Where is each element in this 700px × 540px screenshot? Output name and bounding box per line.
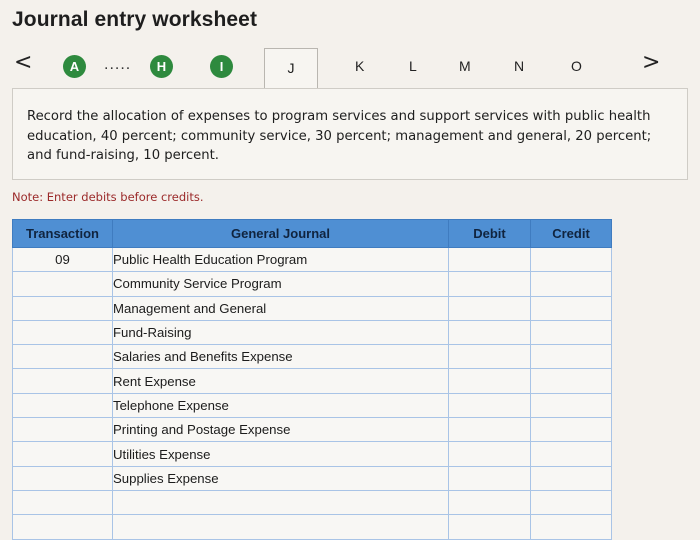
table-row xyxy=(13,369,612,393)
transaction-cell xyxy=(13,345,113,369)
prev-arrow-icon[interactable]: < xyxy=(14,50,33,75)
step-i-button[interactable]: I xyxy=(210,55,233,78)
credit-input[interactable] xyxy=(531,393,612,417)
transaction-cell xyxy=(13,515,113,539)
account-select[interactable] xyxy=(113,515,449,539)
transaction-cell xyxy=(13,442,113,466)
credit-input[interactable] xyxy=(531,418,612,442)
table-row xyxy=(13,296,612,320)
step-a-button[interactable]: A xyxy=(63,55,86,78)
page-title: Journal entry worksheet xyxy=(12,8,258,31)
table-row xyxy=(13,345,612,369)
credit-input[interactable] xyxy=(531,345,612,369)
table-row xyxy=(13,418,612,442)
step-navigation xyxy=(0,44,700,88)
table-header-row xyxy=(13,220,612,248)
col-header-transaction: Transaction xyxy=(13,220,113,248)
transaction-cell xyxy=(13,418,113,442)
account-select[interactable]: Rent Expense xyxy=(113,369,449,393)
instruction-text: Record the allocation of expenses to program services and support services with public health education, 40 percent; community service, 30 percent; management and general, 20 percent; and fund-raising, 10 percent. xyxy=(27,109,652,163)
transaction-cell xyxy=(13,296,113,320)
step-ellipsis: ..... xyxy=(104,56,132,73)
debit-input[interactable] xyxy=(449,369,531,393)
journal-table xyxy=(12,219,612,540)
tab-n[interactable]: N xyxy=(514,58,525,74)
credit-input[interactable] xyxy=(531,320,612,344)
account-select[interactable]: Salaries and Benefits Expense xyxy=(113,345,449,369)
account-select[interactable]: Printing and Postage Expense xyxy=(113,418,449,442)
table-row xyxy=(13,320,612,344)
debit-input[interactable] xyxy=(449,296,531,320)
table-row xyxy=(13,442,612,466)
col-header-debit: Debit xyxy=(449,220,531,248)
account-select[interactable]: Fund-Raising xyxy=(113,320,449,344)
tab-k[interactable]: K xyxy=(355,58,365,74)
credit-input[interactable] xyxy=(531,272,612,296)
tab-m[interactable]: M xyxy=(459,58,471,74)
transaction-cell xyxy=(13,490,113,514)
table-row xyxy=(13,515,612,539)
table-row xyxy=(13,393,612,417)
note-text: Note: Enter debits before credits. xyxy=(12,190,204,204)
credit-input[interactable] xyxy=(531,442,612,466)
account-select[interactable]: Supplies Expense xyxy=(113,466,449,490)
account-select[interactable]: Public Health Education Program xyxy=(113,248,449,272)
debit-input[interactable] xyxy=(449,490,531,514)
credit-input[interactable] xyxy=(531,466,612,490)
transaction-cell: 09 xyxy=(13,248,113,272)
next-arrow-icon[interactable]: > xyxy=(642,50,661,75)
table-row xyxy=(13,272,612,296)
debit-input[interactable] xyxy=(449,418,531,442)
debit-input[interactable] xyxy=(449,466,531,490)
credit-input[interactable] xyxy=(531,248,612,272)
debit-input[interactable] xyxy=(449,248,531,272)
transaction-cell xyxy=(13,466,113,490)
step-h-button[interactable]: H xyxy=(150,55,173,78)
col-header-credit: Credit xyxy=(531,220,612,248)
account-select[interactable]: Utilities Expense xyxy=(113,442,449,466)
table-row xyxy=(13,490,612,514)
debit-input[interactable] xyxy=(449,320,531,344)
tab-l[interactable]: L xyxy=(409,58,417,74)
transaction-cell xyxy=(13,369,113,393)
debit-input[interactable] xyxy=(449,442,531,466)
debit-input[interactable] xyxy=(449,272,531,296)
col-header-general-journal: General Journal xyxy=(113,220,449,248)
account-select[interactable]: Management and General xyxy=(113,296,449,320)
instruction-box xyxy=(12,88,688,180)
table-row xyxy=(13,248,612,272)
transaction-cell xyxy=(13,272,113,296)
debit-input[interactable] xyxy=(449,345,531,369)
account-select[interactable]: Telephone Expense xyxy=(113,393,449,417)
credit-input[interactable] xyxy=(531,490,612,514)
credit-input[interactable] xyxy=(531,296,612,320)
debit-input[interactable] xyxy=(449,393,531,417)
credit-input[interactable] xyxy=(531,369,612,393)
account-select[interactable] xyxy=(113,490,449,514)
tab-j-active[interactable]: J xyxy=(264,48,318,93)
tab-o[interactable]: O xyxy=(571,58,582,74)
debit-input[interactable] xyxy=(449,515,531,539)
credit-input[interactable] xyxy=(531,515,612,539)
transaction-cell xyxy=(13,320,113,344)
transaction-cell xyxy=(13,393,113,417)
table-row xyxy=(13,466,612,490)
account-select[interactable]: Community Service Program xyxy=(113,272,449,296)
